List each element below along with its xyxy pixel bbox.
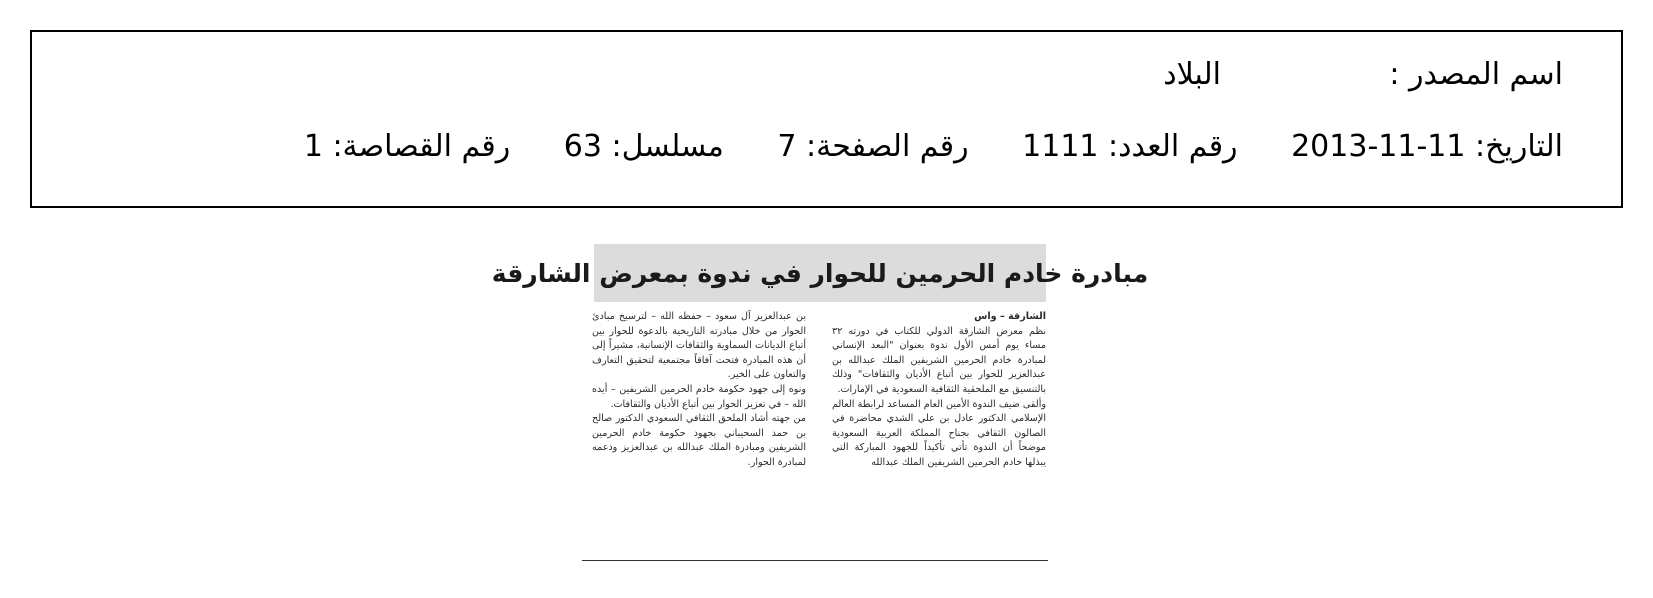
article-headline: مبادرة خادم الحرمين للحوار في ندوة بمعرض الشارقة [491, 258, 1149, 288]
article-column-2 [592, 310, 806, 471]
clipping-number: رقم القصاصة: 1 [303, 129, 511, 164]
article-paragraph: وألقى ضيف الندوة الأمين العام المساعد لرابطة العالم الإسلامي الدكتور عادل بن علي الشدي محاضرة في الصالون الثقافي بجناح المملكة العربية السعودية موضحاً أن الندوة تأتي تأكيداً للجهود المباركة التي يبذلها خادم الحرمين الشريفين الملك عبدالله [832, 398, 1046, 468]
article-column-1 [832, 310, 1046, 471]
article-paragraph: من جهته أشاد الملحق الثقافي السعودي الدكتور صالح بن حمد السحيباني بجهود حكومة خادم الحرمين الشريفين ومبادرة الملك عبدالله بن عبدالعزيز ودعمه لمبادرة الحوار. [592, 413, 806, 468]
serial-number: مسلسل: 63 [563, 129, 724, 164]
article-paragraph: بن عبدالعزيز آل سعود – حفظه الله – لترسيخ مبادئ الحوار من خلال مبادرته التاريخية بالدعوة للحوار بين أتباع الديانات السماوية والثقافات الإنسانية، مشيراً إلى أن هذه المبادرة فتحت آفاقاً مجتمعية لتحقيق التعارف والتعاون على الخير. [592, 311, 806, 381]
article-paragraph: نظم معرض الشارقة الدولي للكتاب في دورته ٣٢ مساء يوم أمس الأول ندوة بعنوان "البعد الإنساني لمبادرة خادم الحرمين الشريفين الملك عبدالله بن عبدالعزيز للحوار بين أتباع الأديان والثقافات" وذلك بالتنسيق مع الملحقية الثقافية السعودية في الإمارات. [832, 325, 1046, 395]
source-info-box [30, 30, 1623, 208]
news-clipping [491, 244, 1149, 562]
article-dateline: الشارقة – واس [974, 311, 1046, 322]
page-number: رقم الصفحة: 7 [777, 129, 969, 164]
meta-row [303, 129, 1563, 164]
source-value: البلاد [1163, 57, 1221, 92]
article-paragraph: ونوه إلى جهود حكومة خادم الحرمين الشريفين – أيده الله – في تعزيز الحوار بين أتباع الأديان والثقافات. [592, 383, 806, 410]
date-field: التاريخ: 11-11-2013 [1291, 129, 1563, 164]
issue-number: رقم العدد: 1111 [1022, 129, 1238, 164]
headline-bar [491, 244, 1149, 302]
source-label: اسم المصدر : [1389, 57, 1563, 92]
clipping-bottom-rule [582, 560, 1048, 561]
